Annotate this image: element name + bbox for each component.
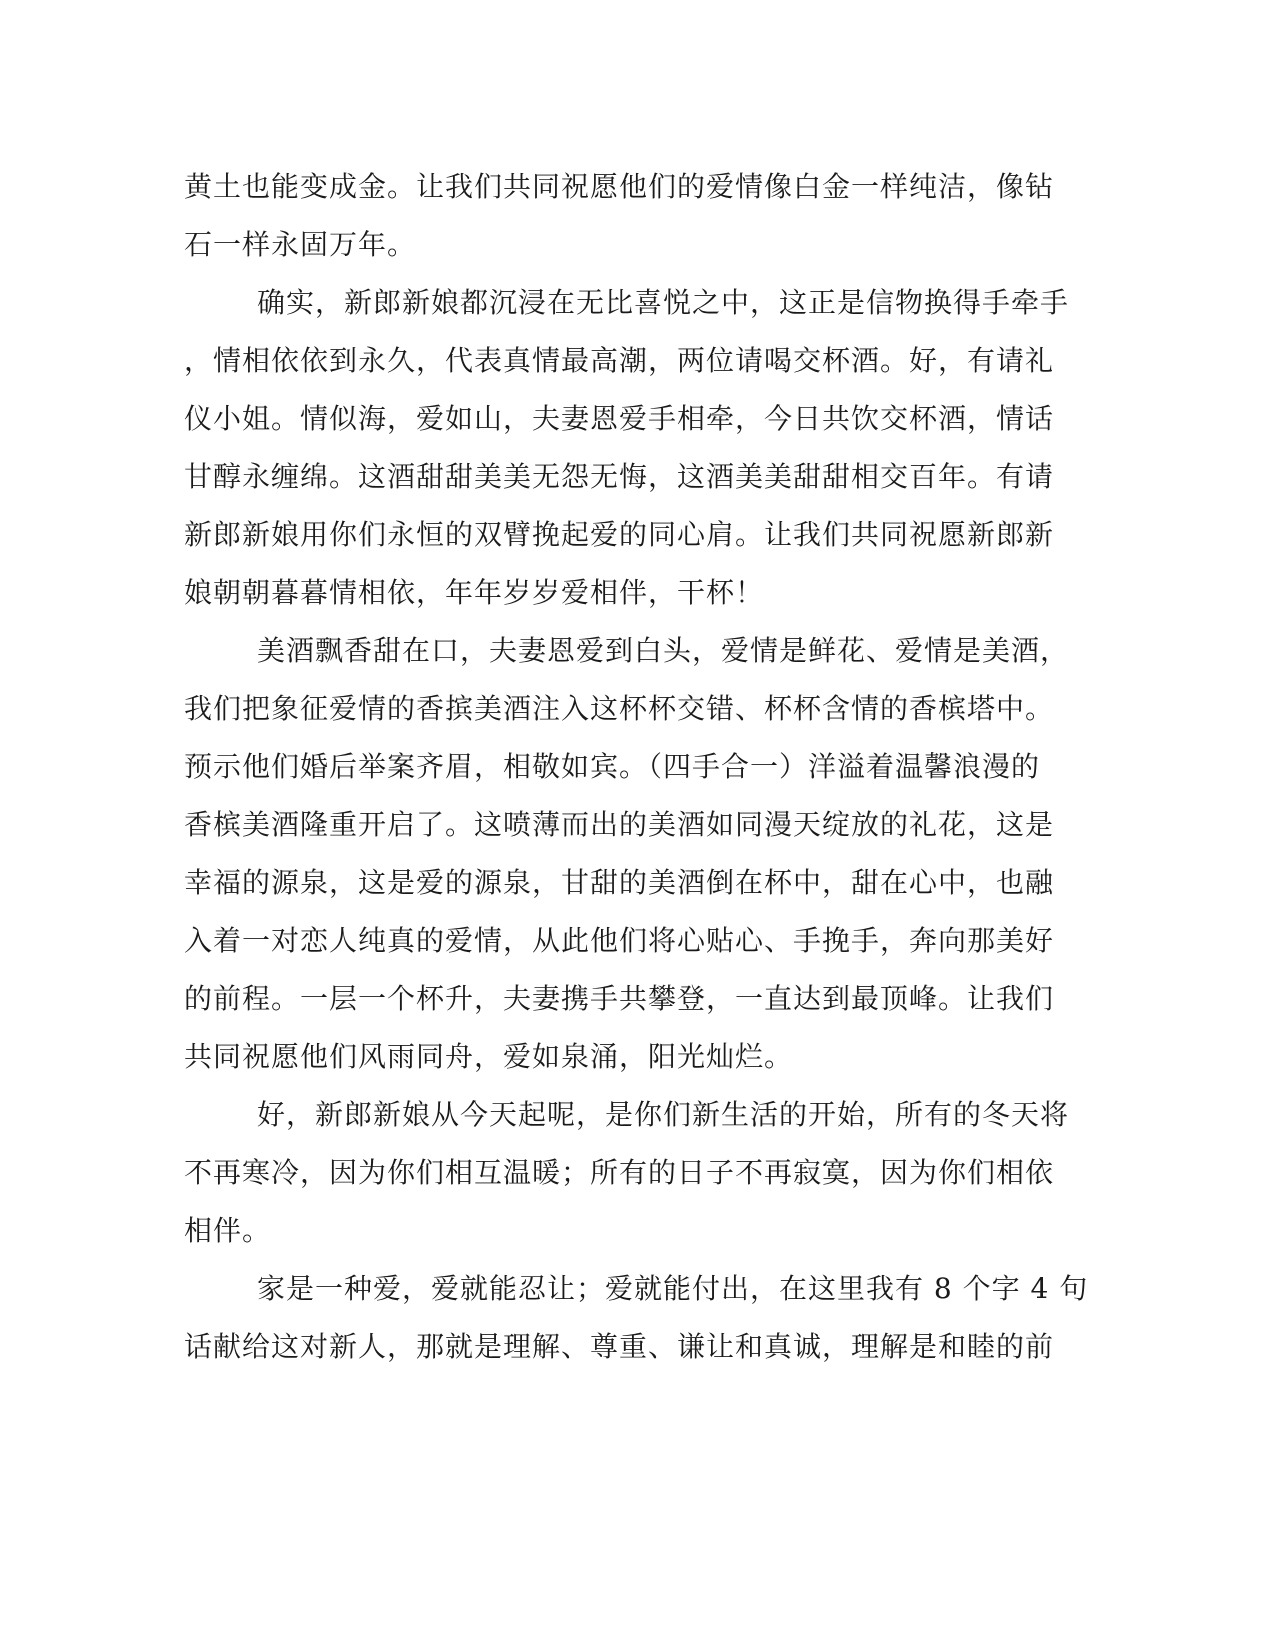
text-line: 香槟美酒隆重开启了。这喷薄而出的美酒如同漫天绽放的礼花，这是	[184, 808, 1055, 841]
text-line: 娘朝朝暮暮情相依，年年岁岁爱相伴，干杯！	[184, 576, 765, 609]
text-line: 话献给这对新人，那就是理解、尊重、谦让和真诚，理解是和睦的前	[184, 1330, 1055, 1363]
text-line: 相伴。	[184, 1214, 272, 1247]
text-line: 仪小姐。情似海，爱如山，夫妻恩爱手相牵，今日共饮交杯酒，情话	[184, 402, 1055, 435]
text-line: 共同祝愿他们风雨同舟，爱如泉涌，阳光灿烂。	[184, 1040, 794, 1073]
text-line: 预示他们婚后举案齐眉，相敬如宾。（四手合一）洋溢着温馨浪漫的	[184, 750, 1041, 783]
text-line: 甘醇永缠绵。这酒甜甜美美无怨无悔，这酒美美甜甜相交百年。有请	[184, 460, 1055, 493]
text-line: 美酒飘香甜在口，夫妻恩爱到白头，爱情是鲜花、爱情是美酒，	[257, 634, 1070, 667]
text-line: 黄土也能变成金。让我们共同祝愿他们的爱情像白金一样纯洁，像钻	[184, 170, 1055, 203]
text-line: 的前程。一层一个杯升，夫妻携手共攀登，一直达到最顶峰。让我们	[184, 982, 1055, 1015]
body-text	[184, 158, 1089, 1376]
text-line: 确实，新郎新娘都沉浸在无比喜悦之中，这正是信物换得手牵手	[257, 286, 1070, 319]
text-line: 好，新郎新娘从今天起呢，是你们新生活的开始，所有的冬天将	[257, 1098, 1070, 1131]
text-line: 新郎新娘用你们永恒的双臂挽起爱的同心肩。让我们共同祝愿新郎新	[184, 518, 1055, 551]
text-line: 入着一对恋人纯真的爱情，从此他们将心贴心、手挽手，奔向那美好	[184, 924, 1055, 957]
text-line: 家是一种爱，爱就能忍让；爱就能付出，在这里我有 8 个字 4 句	[257, 1272, 1089, 1305]
text-line: 石一样永固万年。	[184, 228, 417, 261]
text-line: 我们把象征爱情的香摈美酒注入这杯杯交错、杯杯含情的香槟塔中。	[184, 692, 1055, 725]
text-line: 幸福的源泉，这是爱的源泉，甘甜的美酒倒在杯中，甜在心中，也融	[184, 866, 1055, 899]
text-line: ，情相依依到永久，代表真情最高潮，两位请喝交杯酒。好，有请礼	[184, 344, 1055, 377]
text-line: 不再寒冷，因为你们相互温暖；所有的日子不再寂寞，因为你们相依	[184, 1156, 1055, 1189]
